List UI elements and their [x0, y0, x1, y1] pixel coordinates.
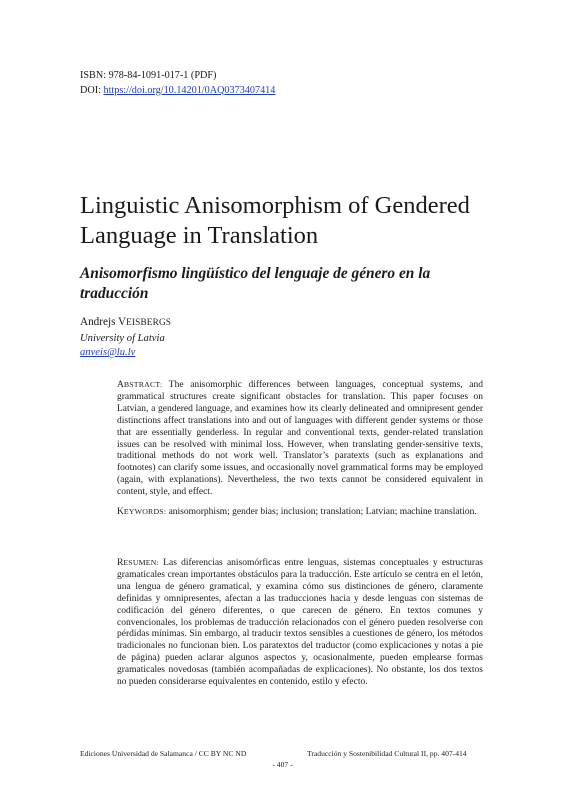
keywords-label-rest: EYWORDS:	[123, 507, 167, 516]
author-last: EISBERGS	[126, 317, 172, 327]
isbn-line: ISBN: 978-84-1091-017-1 (PDF)	[80, 70, 217, 81]
doi-link[interactable]: https://doi.org/10.14201/0AQ0373407414	[103, 84, 276, 96]
abstract-label-rest: BSTRACT:	[123, 380, 163, 389]
keywords-text: anisomorphism; gender bias; inclusion; translation; Latvian; machine translation.	[166, 507, 477, 517]
author-first: Andrejs V	[80, 316, 127, 328]
footer-publisher: Ediciones Universidad de Salamanca / CC BY NC ND	[80, 749, 247, 758]
paper-title: Linguistic Anisomorphism of Gendered Language in Translation	[80, 192, 470, 249]
abstract-paragraph	[117, 379, 483, 499]
abstract-text: The anisomorphic differences between languages, conceptual systems, and grammatical structures create significant obstacles for translation. This paper focuses on Latvian, a gendered language, and examines how its clearly delineated and omnipresent gender distinctions affect translations into and out of languages with different gender systems or those that are essentially genderless. In regular and conventional texts, gender-related translation issues can be resolved with minimal loss. However, when translating gender-sensitive texts, traditional methods do not work well. Translator’s paratexts (such as explanations and footnotes) can clarify some issues, and occasionally novel grammatical forms may be employed (again, with explanations). Nevertheless, the two texts cannot be considered equivalent in content, style, and effect.	[117, 380, 483, 498]
resumen-label-rest: ESUMEN:	[123, 558, 159, 567]
author-name	[80, 315, 171, 329]
resumen-paragraph	[117, 557, 483, 689]
author-affiliation: University of Latvia	[80, 333, 165, 344]
keywords-paragraph	[117, 506, 483, 519]
abstract-label-initial: A	[117, 380, 124, 390]
resumen-text: Las diferencias anisomórficas entre lenguas, sistemas conceptuales y estructuras gramaticales crean importantes obstáculos para la traducción. Este artículo se centra en el letón, una lengua de género gramatical, y examina cómo sus distinciones de género, claramente definidas y omnipresentes, afectan a las traducciones hacia y desde lenguas con sistemas de codificación del género diferentes, o que carecen de género. En textos comunes y convencionales, los problemas de traducción relacionados con el género pueden resolverse con pérdidas mínimas. Sin embargo, al traducir textos sensibles a cuestiones de género, los métodos tradicionales no funcionan bien. Los paratextos del traductor (como explicaciones y notas a pie de página) pueden aclarar algunos aspectos y, ocasionalmente, pueden emplearse formas gramaticales novedosas (también acompañadas de explicaciones). No obstante, los dos textos no pueden considerarse equivalentes en contenido, estilo y efecto.	[117, 558, 483, 688]
doi-line	[80, 84, 275, 99]
publication-meta	[80, 69, 275, 98]
paper-subtitle: Anisomorfismo lingüístico del lenguaje de género en la traducción	[80, 265, 431, 302]
page-number: - 407 -	[272, 760, 293, 769]
author-email-link[interactable]: anveis@lu.lv	[80, 347, 136, 358]
doi-label: DOI:	[80, 84, 104, 96]
footer-journal: Traducción y Sostenibilidad Cultural II, pp. 407-414	[307, 749, 467, 758]
resumen-label-initial: R	[117, 558, 124, 568]
keywords-label-initial: K	[117, 507, 124, 517]
